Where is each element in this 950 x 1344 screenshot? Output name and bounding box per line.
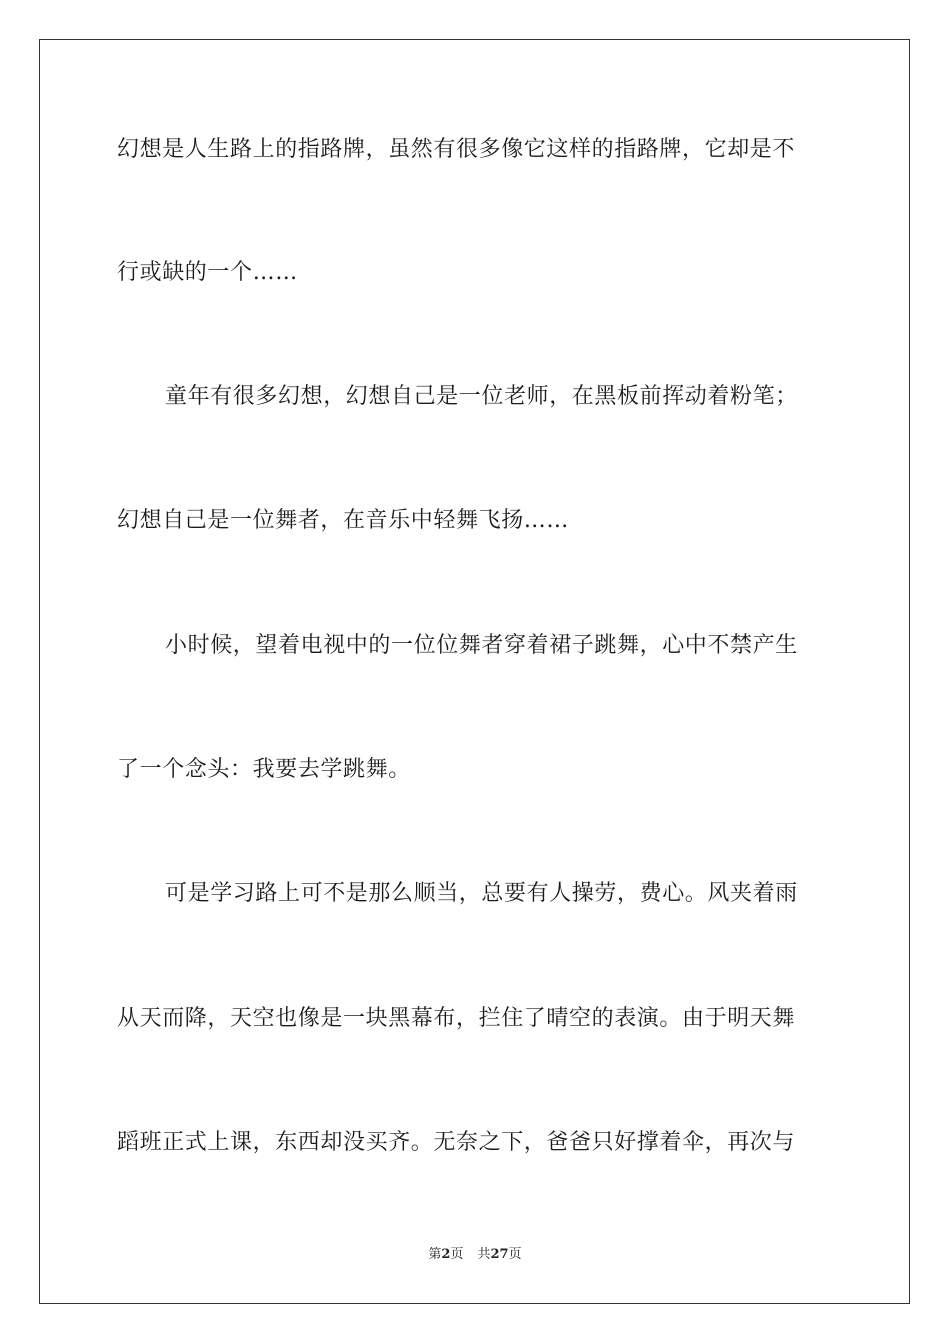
paragraph-4-line-3: 蹈班正式上课，东西却没买齐。无奈之下，爸爸只好撑着伞，再次与 xyxy=(117,1130,796,1155)
page-suffix: 页 xyxy=(450,1247,464,1262)
paragraph-4-line-1: 可是学习路上可不是那么顺当，总要有人操劳，费心。风夹着雨 xyxy=(165,881,798,906)
paragraph-2-line-1: 童年有很多幻想，幻想自己是一位老师，在黑板前挥动着粉笔； xyxy=(165,384,798,409)
page-prefix: 第 xyxy=(428,1247,442,1262)
paragraph-4-line-2: 从天而降，天空也像是一块黑幕布，拦住了晴空的表演。由于明天舞 xyxy=(117,1006,796,1031)
total-prefix: 共 xyxy=(477,1247,491,1262)
total-pages: 27 xyxy=(490,1247,509,1262)
paragraph-1-line-2: 行或缺的一个…… xyxy=(117,260,298,285)
paragraph-3-line-2: 了一个念头：我要去学跳舞。 xyxy=(117,757,411,782)
paragraph-1-line-1: 幻想是人生路上的指路牌，虽然有很多像它这样的指路牌，它却是不 xyxy=(117,137,796,162)
page-border xyxy=(39,39,910,1304)
total-suffix: 页 xyxy=(508,1247,522,1262)
paragraph-3-line-1: 小时候，望着电视中的一位位舞者穿着裙子跳舞，心中不禁产生 xyxy=(165,633,798,658)
paragraph-2-line-2: 幻想自己是一位舞者，在音乐中轻舞飞扬…… xyxy=(117,508,570,533)
page-number: 2 xyxy=(441,1247,451,1262)
page-footer xyxy=(0,1246,950,1264)
